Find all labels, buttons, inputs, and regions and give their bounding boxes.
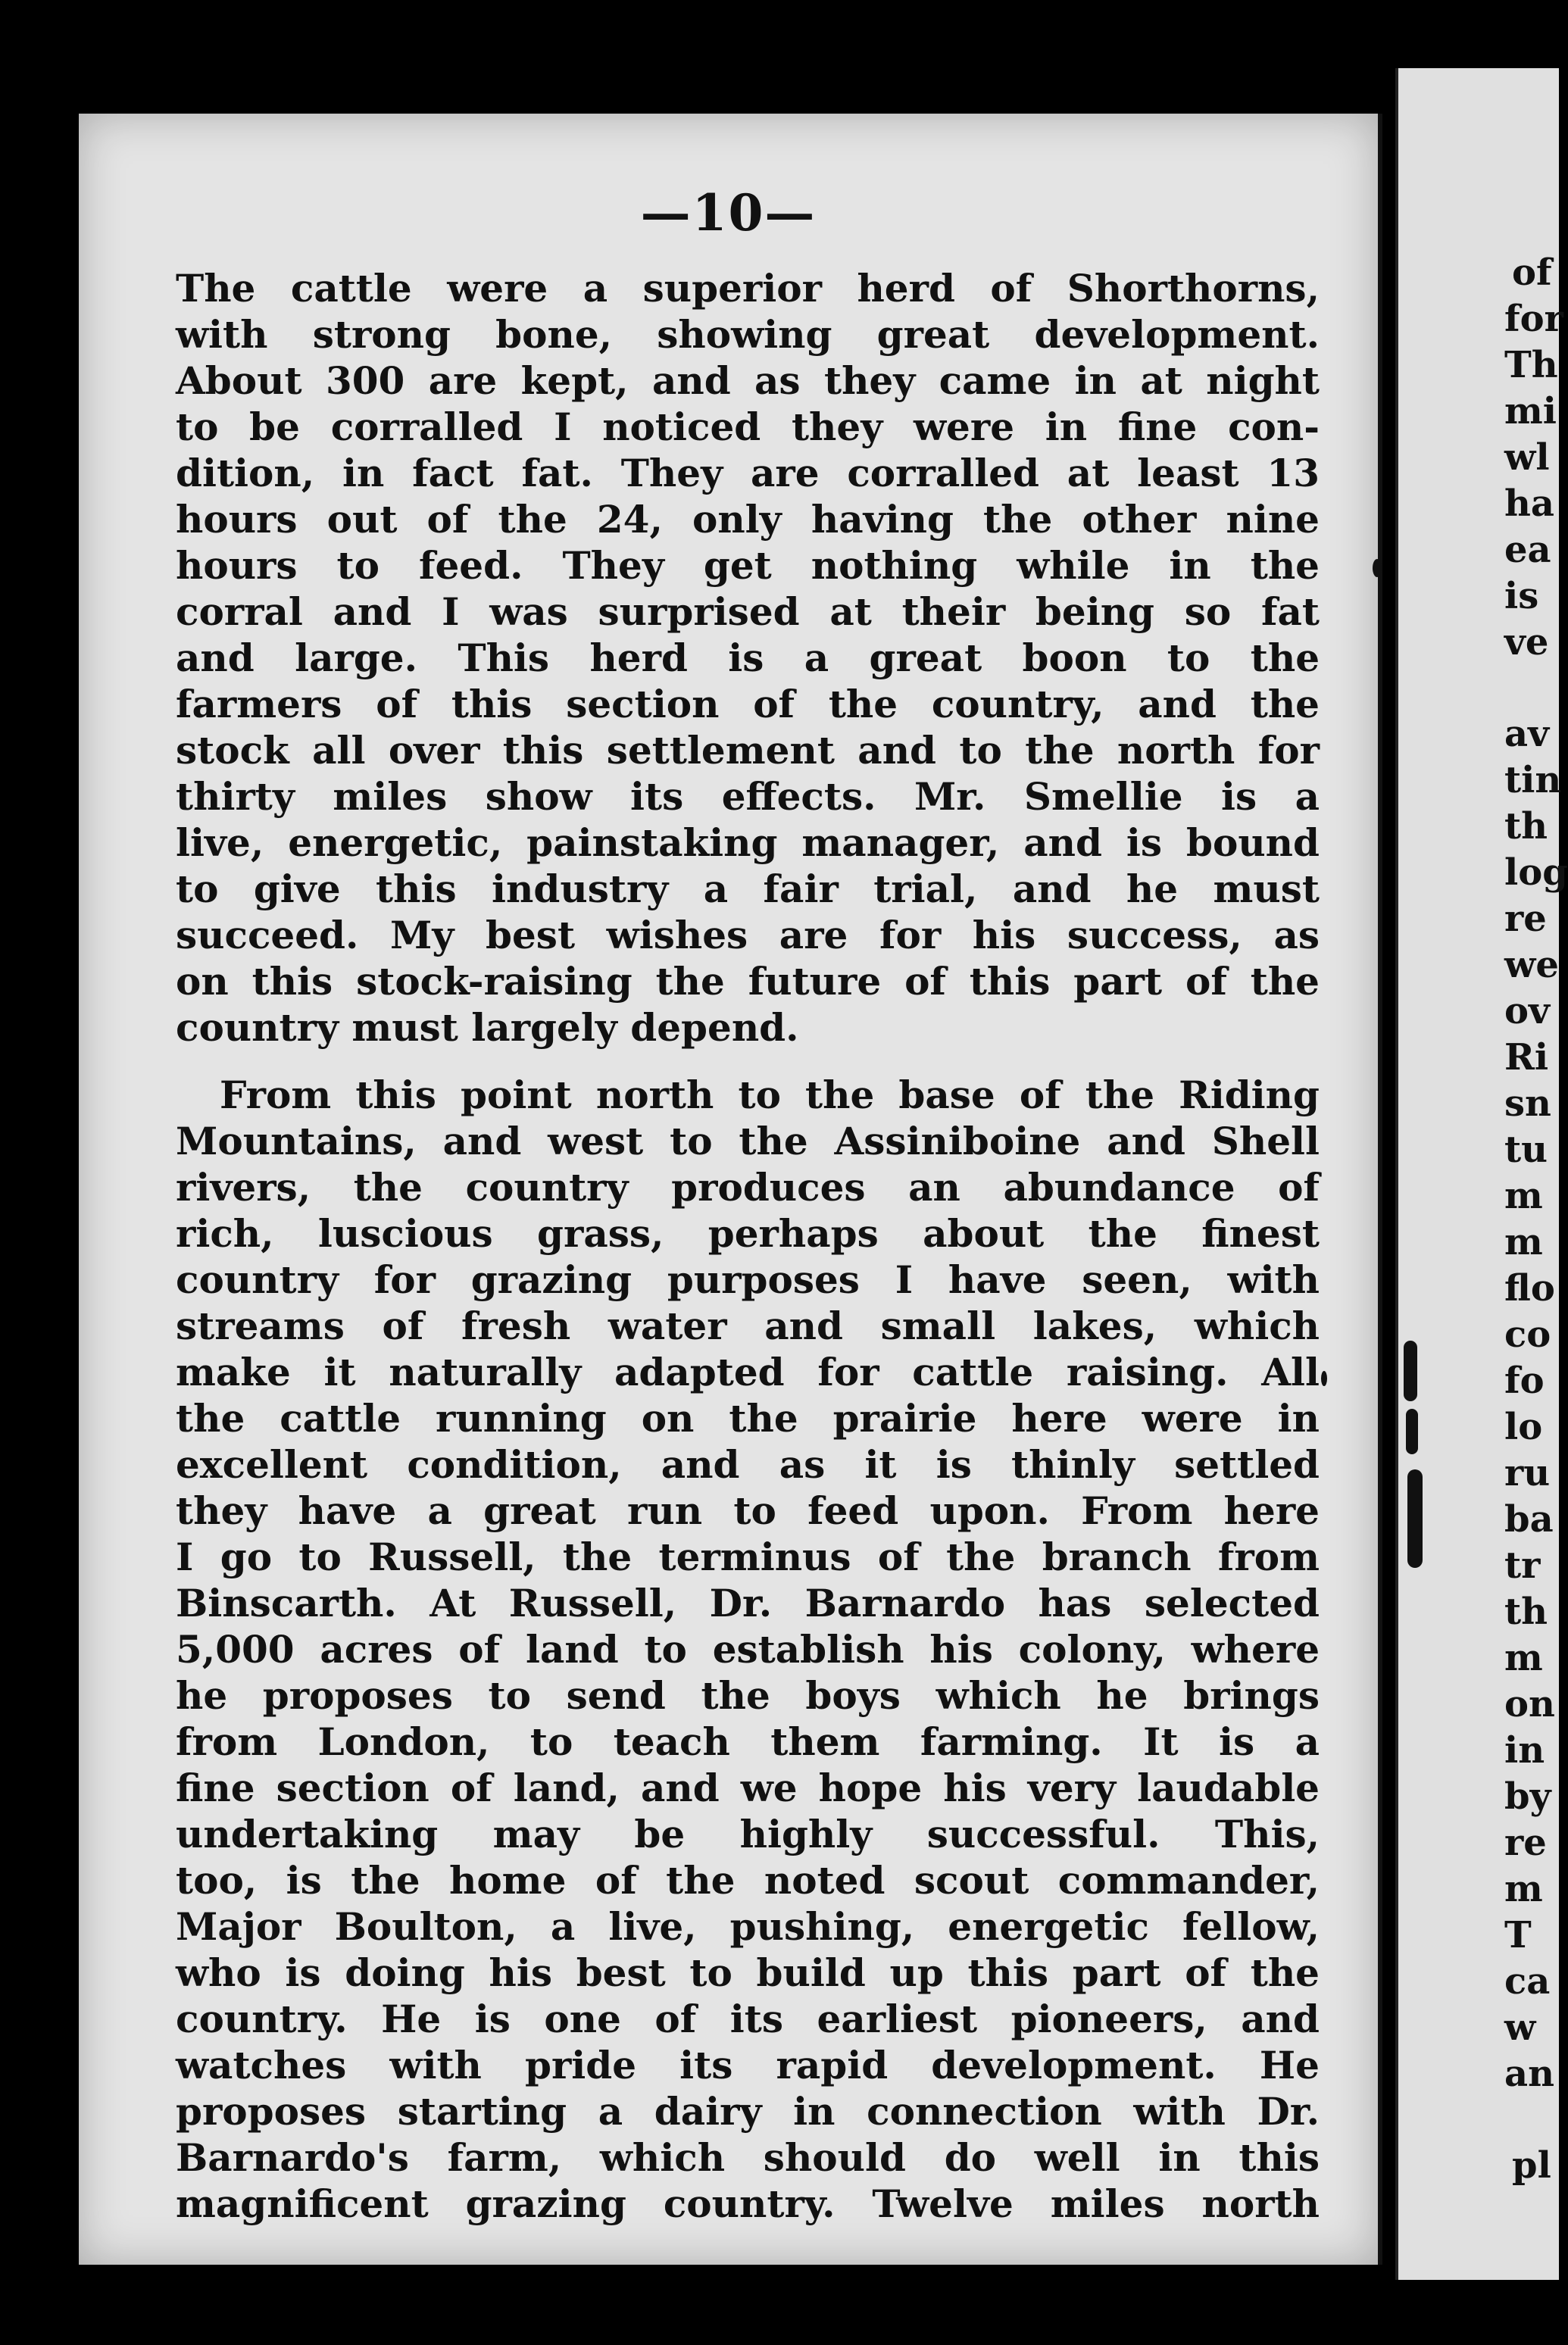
text-line: 5,000 acres of land to establish his colony, where: [176, 1627, 1320, 1672]
text-fragment: th: [1504, 1591, 1548, 1633]
text-fragment: Th: [1504, 344, 1558, 386]
text-fragment: co: [1504, 1313, 1551, 1356]
text-line: country must largely depend.: [176, 1005, 799, 1050]
text-fragment: ea: [1504, 529, 1551, 571]
text-fragment: m: [1504, 1221, 1543, 1263]
text-line: rich, luscious grass, perhaps about the finest: [176, 1211, 1320, 1256]
text-line: streams of fresh water and small lakes, which: [176, 1304, 1320, 1348]
text-line: Binscarth. At Russell, Dr. Barnardo has selected: [176, 1581, 1320, 1625]
text-fragment: ru: [1504, 1452, 1551, 1494]
text-fragment: wl: [1504, 436, 1550, 479]
text-line: live, energetic, painstaking manager, and is bound: [176, 820, 1320, 865]
text-line: Major Boulton, a live, pushing, energetic fellow,: [176, 1904, 1320, 1949]
binding-mark: [1407, 1469, 1423, 1568]
text-line: proposes starting a dairy in connection with Dr.: [176, 2089, 1320, 2134]
text-line: thirty miles show its effects. Mr. Smellie is a: [176, 774, 1320, 819]
text-fragment: re: [1504, 1822, 1547, 1864]
text-fragment: tu: [1504, 1129, 1548, 1171]
text-line: corral and I was surprised at their being so fat: [176, 589, 1320, 634]
text-fragment: lo: [1504, 1406, 1543, 1448]
text-line: farmers of this section of the country, and the: [176, 682, 1320, 726]
text-fragment: w: [1504, 2006, 1536, 2049]
ink-speck: [1373, 559, 1382, 577]
text-line: From this point north to the base of the Riding: [220, 1073, 1320, 1117]
text-line: make it naturally adapted for cattle raising. All: [176, 1350, 1320, 1394]
text-fragment: flo: [1504, 1267, 1555, 1310]
text-line: Mountains, and west to the Assiniboine and Shell: [176, 1119, 1320, 1163]
paragraph-gap: [1398, 2097, 1559, 2143]
page-number: —10—: [640, 183, 817, 242]
text-fragment: th: [1504, 805, 1548, 848]
text-fragment: fo: [1504, 1360, 1545, 1402]
text-line: they have a great run to feed upon. From here: [176, 1488, 1320, 1533]
text-fragment: m: [1504, 1175, 1543, 1217]
paragraph-1: [176, 265, 1320, 1051]
text-fragment: T: [1504, 1914, 1532, 1956]
text-fragment: ov: [1504, 990, 1550, 1032]
text-fragment: m: [1504, 1868, 1543, 1910]
text-line: hours out of the 24, only having the other nine: [176, 497, 1320, 542]
text-line: on this stock-raising the future of this part of the: [176, 959, 1320, 1004]
text-fragment: pl: [1512, 2144, 1551, 2187]
text-line: fine section of land, and we hope his very laudable: [176, 1766, 1320, 1810]
text-line: to give this industry a fair trial, and he must: [176, 866, 1320, 911]
text-line: who is doing his best to build up this part of the: [176, 1950, 1320, 1995]
binding-mark: [1406, 1409, 1418, 1454]
text-line: too, is the home of the noted scout commander,: [176, 1858, 1320, 1903]
text-line: from London, to teach them farming. It is a: [176, 1719, 1320, 1764]
text-line: with strong bone, showing great development.: [176, 312, 1320, 357]
text-fragment: in: [1504, 1729, 1545, 1772]
text-fragment: mi: [1504, 390, 1557, 432]
text-fragment: by: [1504, 1775, 1551, 1818]
left-page: [79, 114, 1382, 2265]
text-fragment: we: [1504, 944, 1559, 986]
text-line: I go to Russell, the terminus of the branch from: [176, 1535, 1320, 1579]
text-fragment: is: [1504, 575, 1539, 617]
binding-mark: [1404, 1341, 1417, 1401]
text-line: stock all over this settlement and to the north for: [176, 728, 1320, 773]
text-fragment: m: [1504, 1637, 1543, 1679]
text-line: country for grazing purposes I have seen, with: [176, 1257, 1320, 1302]
paragraph-2: [176, 1072, 1320, 2227]
text-fragment: av: [1504, 713, 1549, 755]
text-fragment: ba: [1504, 1498, 1554, 1541]
text-fragment: on: [1504, 1683, 1555, 1725]
text-line: undertaking may be highly successful. This,: [176, 1812, 1320, 1856]
text-line: he proposes to send the boys which he brings: [176, 1673, 1320, 1718]
text-line: the cattle running on the prairie here were in: [176, 1396, 1320, 1441]
right-page-fragments: [1398, 250, 1568, 2189]
text-line: excellent condition, and as it is thinly settled: [176, 1442, 1320, 1487]
ink-speck: [1321, 1371, 1327, 1386]
text-line: hours to feed. They get nothing while in the: [176, 543, 1320, 588]
text-line: magnificent grazing country. Twelve miles north: [176, 2181, 1320, 2226]
text-fragment: sn: [1504, 1082, 1551, 1125]
text-line: Barnardo's farm, which should do well in this: [176, 2135, 1320, 2180]
text-line: dition, in fact fat. They are corralled at least 13: [176, 451, 1320, 495]
text-fragment: ca: [1504, 1960, 1551, 2003]
text-fragment: ve: [1504, 621, 1549, 664]
text-fragment: re: [1504, 898, 1547, 940]
paragraph-gap: [1398, 666, 1559, 711]
text-line: to be corralled I noticed they were in fine con-: [176, 404, 1320, 449]
text-line: rivers, the country produces an abundance of: [176, 1165, 1320, 1210]
paragraph-gap: [176, 1051, 1320, 1072]
text-line: The cattle were a superior herd of Shorthorns,: [176, 266, 1320, 311]
text-line: country. He is one of its earliest pioneers, and: [176, 1997, 1320, 2041]
text-line: and large. This herd is a great boon to the: [176, 635, 1320, 680]
page-body: [176, 265, 1320, 2227]
text-fragment: log: [1504, 851, 1568, 894]
text-fragment: tin: [1504, 759, 1562, 801]
text-fragment: ha: [1504, 482, 1554, 525]
text-fragment: Ri: [1504, 1036, 1549, 1079]
text-line: watches with pride its rapid development. He: [176, 2043, 1320, 2087]
right-page: [1395, 68, 1568, 2280]
text-fragment: for: [1504, 298, 1563, 340]
text-fragment: an: [1504, 2053, 1554, 2095]
text-line: About 300 are kept, and as they came in at night: [176, 358, 1320, 403]
text-fragment: tr: [1504, 1544, 1541, 1587]
text-fragment: of: [1512, 251, 1552, 294]
text-line: succeed. My best wishes are for his success, as: [176, 913, 1320, 957]
